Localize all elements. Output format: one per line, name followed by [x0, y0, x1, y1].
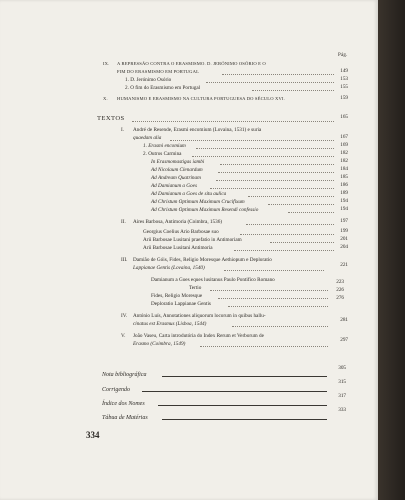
entry-numeral: III. [121, 257, 128, 263]
toc-subitem: In Erasmomastigas iambi [151, 159, 205, 165]
leader-dots [218, 171, 334, 173]
leader-dots [240, 233, 334, 235]
toc-subitem: Fides, Religio Moresque [151, 293, 203, 299]
toc-subitem: Ad Christum Optimum Maximum Resendi confessio [151, 207, 259, 213]
page-number: 159 [340, 95, 348, 101]
page-number: 226 [336, 287, 344, 293]
page-number: 185 [340, 174, 348, 180]
page-number: 197 [340, 218, 348, 224]
entry-numeral: IV. [121, 313, 128, 319]
chapter-title: A REPRESSÃO CONTRA O ERASMISMO. D. JERÓNIMO OSÓRIO E O [117, 61, 266, 66]
leader-dots [192, 155, 334, 157]
page-number: 189 [340, 190, 348, 196]
leader-dots [268, 203, 334, 205]
page-number: 223 [336, 279, 344, 285]
leader-rule [162, 376, 327, 377]
toc-subitem: Ad Andream Quatrinam [151, 175, 201, 181]
page-number: 155 [340, 84, 348, 90]
page-number: 281 [340, 317, 348, 323]
leader-rule [162, 419, 327, 420]
folio-page-number: 334 [86, 430, 100, 440]
toc-subitem: Georgius Coelius Ario Barbosae suo [143, 229, 219, 235]
page-number: 182 [340, 158, 348, 164]
back-matter-item: Nota bibliográfica [102, 372, 147, 378]
section-heading: TEXTOS [97, 115, 125, 122]
toc-subitem: Damianum a Goes eques lusitanus Paulo Pontifico Romano [151, 277, 275, 283]
page-number: 194 [340, 206, 348, 212]
toc-subitem: Ad Damianum a Goes [151, 183, 197, 189]
entry-title-cont: Erasmo (Coimbra, 1549) [133, 341, 186, 347]
leader-dots [210, 187, 334, 189]
leader-dots [224, 269, 324, 271]
leader-dots [206, 81, 334, 83]
back-matter-item: Corrigendo [102, 387, 131, 393]
leader-dots [252, 89, 334, 91]
page-number: 182 [340, 150, 348, 156]
entry-numeral: I. [121, 127, 125, 133]
toc-subitem: Ad Damianum a Goes de situ aulica [151, 191, 227, 197]
chapter-title: HUMANISMO E ERASMISMO NA CULTURA PORTUGUESA DO SÉCULO XVI. [117, 96, 285, 101]
leader-dots [218, 297, 328, 299]
toc-subitem: Tertio [189, 285, 202, 291]
leader-dots [200, 345, 328, 347]
leader-dots [222, 73, 334, 75]
leader-dots [170, 139, 334, 141]
leader-dots [210, 289, 328, 291]
leader-dots [234, 249, 334, 251]
leader-dots [196, 147, 334, 149]
page-number: 297 [340, 337, 348, 343]
page-number: 204 [340, 244, 348, 250]
toc-subitem: Arii Barbosae Lusitani praefatio in Antimoriam [143, 237, 242, 243]
entry-title: António Luís, Annotationes aliquorum locorum in quibus hallu- [133, 313, 266, 319]
leader-dots [232, 325, 328, 327]
toc-subitem: 2. O fim do Erasmismo em Portugal [125, 85, 201, 91]
leader-dots [248, 195, 334, 197]
leader-dots [220, 163, 334, 165]
page-column-label: Pág. [338, 53, 348, 58]
entry-title: João Vaseu, Carta introdutória do Index Rerum et Verborum de [133, 333, 264, 339]
leader-dots [132, 120, 334, 122]
leader-dots [228, 305, 328, 307]
leader-dots [270, 241, 334, 243]
page-number: 167 [340, 134, 348, 140]
book-edge-shadow [378, 0, 405, 500]
page-number: 184 [340, 166, 348, 172]
toc-subitem: 1. D. Jerónimo Osório [125, 77, 172, 83]
leader-dots [246, 223, 334, 225]
page-number: 186 [340, 182, 348, 188]
page-number: 153 [340, 76, 348, 82]
page-number: 333 [338, 407, 346, 413]
chapter-title-cont: FIM DO ERASMISMO EM PORTUGAL [117, 69, 200, 74]
page-number: 169 [340, 142, 348, 148]
entry-title: André de Resende, Erasmi encomium (Lovaina, 1531) e suria [133, 127, 262, 133]
entry-title-cont: Lappianae Gentis (Lovaina, 1540) [133, 265, 205, 271]
entry-title-cont: quaedam alia [133, 135, 162, 141]
entry-title: Aires Barbosa, Antimoria (Coimbra, 1536) [133, 219, 223, 225]
entry-title: Damião de Góis, Fides, Religio Moresque Aethiopum e Deploratio [133, 257, 272, 263]
toc-subitem: 1. Erasmi encomium [143, 143, 186, 149]
entry-numeral: II. [121, 219, 126, 225]
toc-subitem: 2. Outros Carmina [143, 151, 182, 157]
page-number: 194 [340, 198, 348, 204]
leader-rule [158, 405, 327, 406]
page-number: 305 [338, 365, 346, 371]
back-matter-item: Índice dos Nomes [102, 401, 145, 407]
page-number: 165 [340, 114, 348, 120]
chapter-numeral: IX. [103, 61, 110, 66]
leader-dots [216, 179, 334, 181]
page-number: 149 [340, 68, 348, 74]
entry-numeral: V. [121, 333, 126, 339]
page-number: 201 [340, 236, 348, 242]
chapter-numeral: X. [103, 96, 108, 101]
back-matter-item: Tábua de Matérias [102, 415, 148, 421]
toc-subitem: Deploratio Lappianae Gentis [151, 301, 211, 307]
leader-rule [142, 391, 327, 392]
entry-title-cont: cinatus est Erasmus (Lisboa, 1544) [133, 321, 207, 327]
toc-subitem: Arii Barbosae Lusitani Antimoria [143, 245, 213, 251]
page-number: 221 [340, 262, 348, 268]
page-number: 317 [338, 393, 346, 399]
page-number: 315 [338, 379, 346, 385]
toc-subitem: Ad Christum Optimum Maximum Crucifixum [151, 199, 245, 205]
toc-subitem: Ad Nicolaum Clenardum [151, 167, 203, 173]
page-number: 199 [340, 228, 348, 234]
page-number: 276 [336, 295, 344, 301]
